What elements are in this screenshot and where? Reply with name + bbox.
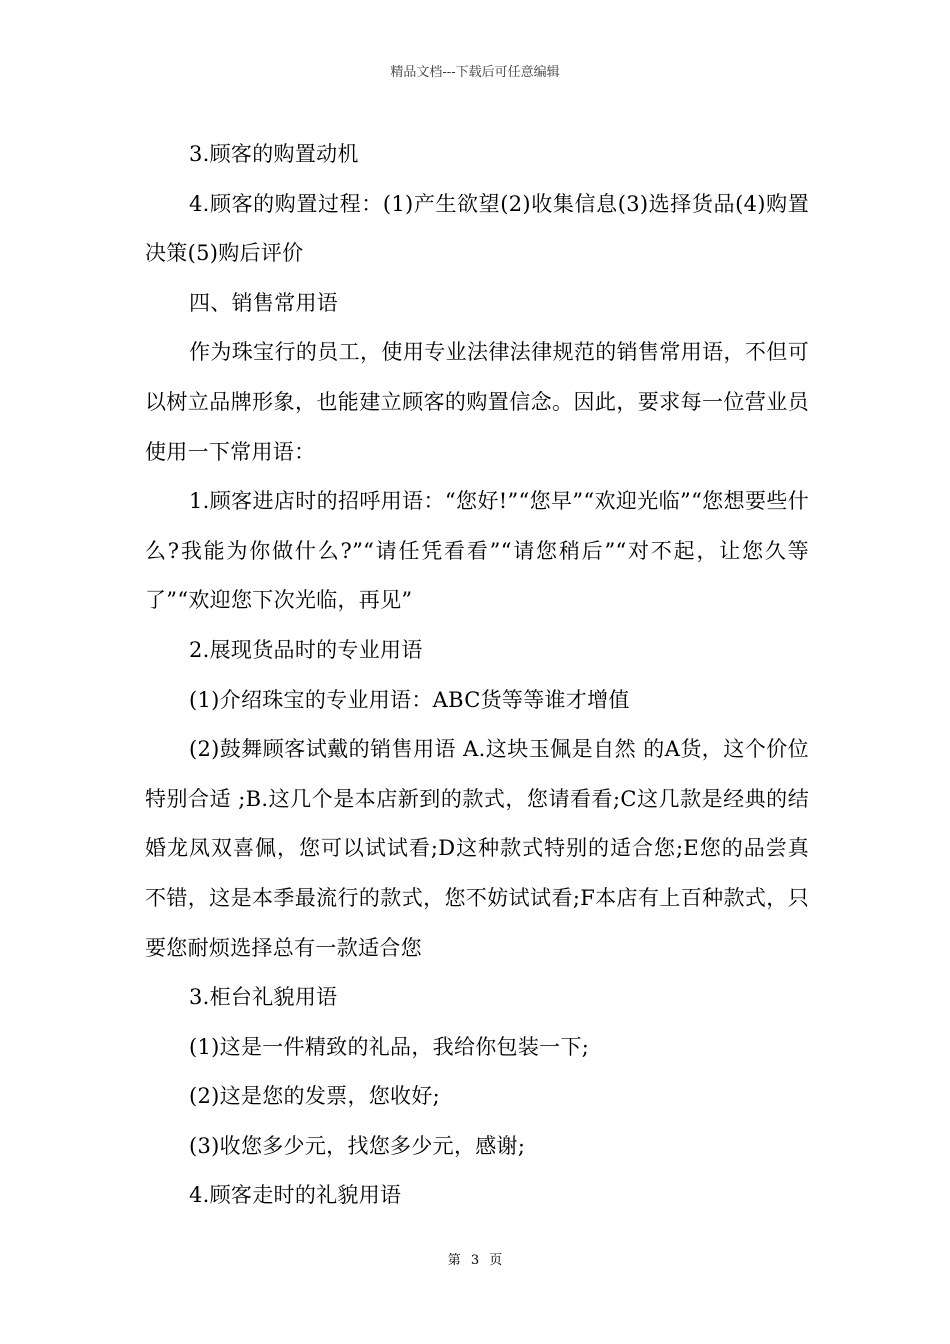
page-footer — [0, 1252, 950, 1270]
paragraph-greeting-phrases: 1.顾客进店时的招呼用语：“您好!”“您早”“欢迎光临”“您想要些什么?我能为你做什么?”“请任凭看看”“请您稍后”“对不起，让您久等了”“欢迎您下次光临，再见” — [145, 489, 809, 613]
paragraph-invoice: (2)这是您的发票，您收好; — [189, 1084, 441, 1109]
paragraph-gift-wrap: (1)这是一件精致的礼品，我给你包装一下; — [189, 1034, 590, 1059]
document-body — [145, 130, 809, 1221]
paragraph-counter-heading: 3.柜台礼貌用语 — [189, 985, 338, 1010]
header-text: 精品文档---下载后可任意编辑 — [390, 65, 560, 80]
page-number: 3 — [470, 1253, 480, 1268]
paragraph-sales-intro: 作为珠宝行的员工，使用专业法律法律规范的销售常用语，不但可以树立品牌形象，也能建立顾客的购置信念。因此，要求每一位营业员使用一下常用语： — [145, 340, 809, 464]
paragraph-display-heading: 2.展现货品时的专业用语 — [189, 637, 423, 662]
page-header — [0, 64, 950, 82]
paragraph-purchase-process: 4.顾客的购置过程：(1)产生欲望(2)收集信息(3)选择货品(4)购置决策(5)购后评价 — [145, 191, 809, 266]
paragraph-jewelry-terms: (1)介绍珠宝的专业用语：ABC货等等谁才增值 — [189, 687, 630, 712]
paragraph-try-on-phrases: (2)鼓舞顾客试戴的销售用语 A.这块玉佩是自然 的A货，这个价位特别合适 ;B.这几个是本店新到的款式，您请看看;C这几款是经典的结婚龙凤双喜佩，您可以试试看;D这种款式特别的适合您;E您的品尝真不错，这是本季最流行的款式，您不妨试试看;F本店有上百种款式，只要您耐烦选择总有一款适合您 — [145, 737, 809, 960]
footer-suffix: 页 — [489, 1253, 503, 1268]
section-heading-sales-phrases: 四、销售常用语 — [189, 290, 339, 315]
paragraph-change: (3)收您多少元，找您多少元，感谢; — [189, 1133, 526, 1158]
paragraph-purchase-motive: 3.顾客的购置动机 — [189, 142, 359, 166]
paragraph-farewell-heading: 4.顾客走时的礼貌用语 — [189, 1183, 402, 1208]
footer-prefix: 第 — [447, 1253, 461, 1268]
